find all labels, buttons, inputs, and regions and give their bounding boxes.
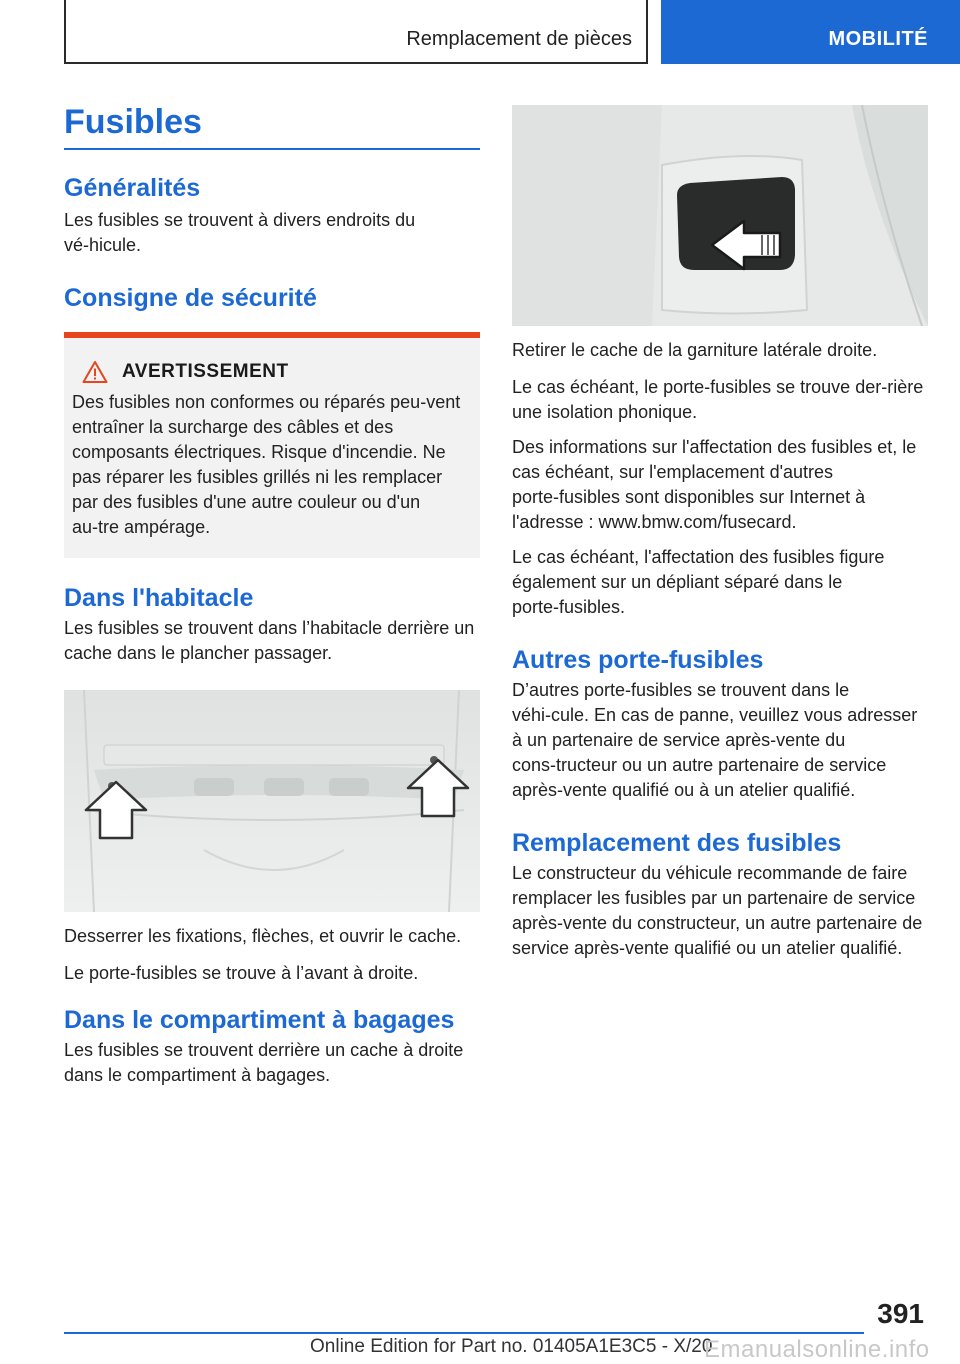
cabin-note: Le porte‑fusibles se trouve à l’avant à droite. bbox=[64, 963, 419, 983]
page-number: 391 bbox=[877, 1298, 924, 1329]
general-heading: Généralités bbox=[64, 174, 201, 202]
page-title: Fusibles bbox=[64, 103, 202, 141]
warning-box bbox=[64, 332, 480, 558]
warning-title: AVERTISSEMENT bbox=[122, 361, 289, 382]
info-text: Des informations sur l'affectation des fusibles et, le cas échéant, sur l'emplacement d'autres porte‑fusibles sont disponibles sur Internet à l'adresse : www.bmw.com/fusecard. bbox=[512, 437, 917, 532]
edition-note: Online Edition for Part no. 01405A1E3C5 - X/20 bbox=[310, 1336, 713, 1357]
header-chapter-tab bbox=[661, 0, 960, 64]
insulation-text: Le cas échéant, le porte‑fusibles se trouve der‑rière une isolation phonique. bbox=[512, 377, 924, 422]
footer-divider bbox=[64, 1332, 864, 1334]
title-divider bbox=[64, 148, 480, 150]
trunk-caption: Retirer le cache de la garniture latérale droite. bbox=[512, 340, 878, 360]
other-fuse-heading: Autres porte‑fusibles bbox=[512, 646, 764, 674]
trunk-heading: Dans le compartiment à bagages bbox=[64, 1006, 455, 1034]
cabin-heading: Dans l'habitacle bbox=[64, 584, 254, 612]
section-title: Remplacement de pièces bbox=[406, 28, 632, 50]
cabin-text: Les fusibles se trouvent dans l’habitacle derrière un cache dans le plancher passager. bbox=[64, 618, 475, 663]
warning-text: Des fusibles non conformes ou réparés peu‑vent entraîner la surcharge des câbles et des composants électriques. Risque d'incendie. Ne pas réparer les fusibles grillés ni les remplacer par des fusibles d'une autre couleur ou d'un au‑tre ampérage. bbox=[72, 392, 461, 537]
warning-triangle-icon bbox=[82, 360, 108, 384]
replace-heading: Remplacement des fusibles bbox=[512, 829, 842, 857]
leaflet-text: Le cas échéant, l'affectation des fusibles figure également sur un dépliant séparé dans le porte‑fusibles. bbox=[512, 547, 885, 617]
general-text: Les fusibles se trouvent à divers endroits du vé‑hicule. bbox=[64, 210, 416, 255]
replace-text: Le constructeur du véhicule recommande de faire remplacer les fusibles par un partenaire de service après‑vente du constructeur, un autre partenaire de service après‑vente qualifié ou un atelier qualifié. bbox=[512, 863, 923, 958]
trunk-text: Les fusibles se trouvent derrière un cache à droite dans le compartiment à bagages. bbox=[64, 1040, 464, 1085]
chapter-title: MOBILITÉ bbox=[828, 28, 928, 50]
safety-heading: Consigne de sécurité bbox=[64, 284, 317, 312]
cabin-caption: Desserrer les fixations, flèches, et ouvrir le cache. bbox=[64, 926, 462, 946]
other-fuse-text: D’autres porte‑fusibles se trouvent dans le véhi‑cule. En cas de panne, veuillez vous adresser à un partenaire de service après‑vente du cons‑tructeur ou un autre partenaire de service après‑vente qualifié ou à un atelier qualifié. bbox=[512, 680, 918, 800]
cabin-floor-photo bbox=[64, 690, 480, 912]
header-section-box bbox=[64, 0, 648, 64]
left-column bbox=[64, 100, 480, 1088]
trunk-trim-photo bbox=[512, 105, 928, 326]
right-column bbox=[512, 105, 928, 961]
watermark: Emanualsonline.info bbox=[704, 1336, 930, 1363]
